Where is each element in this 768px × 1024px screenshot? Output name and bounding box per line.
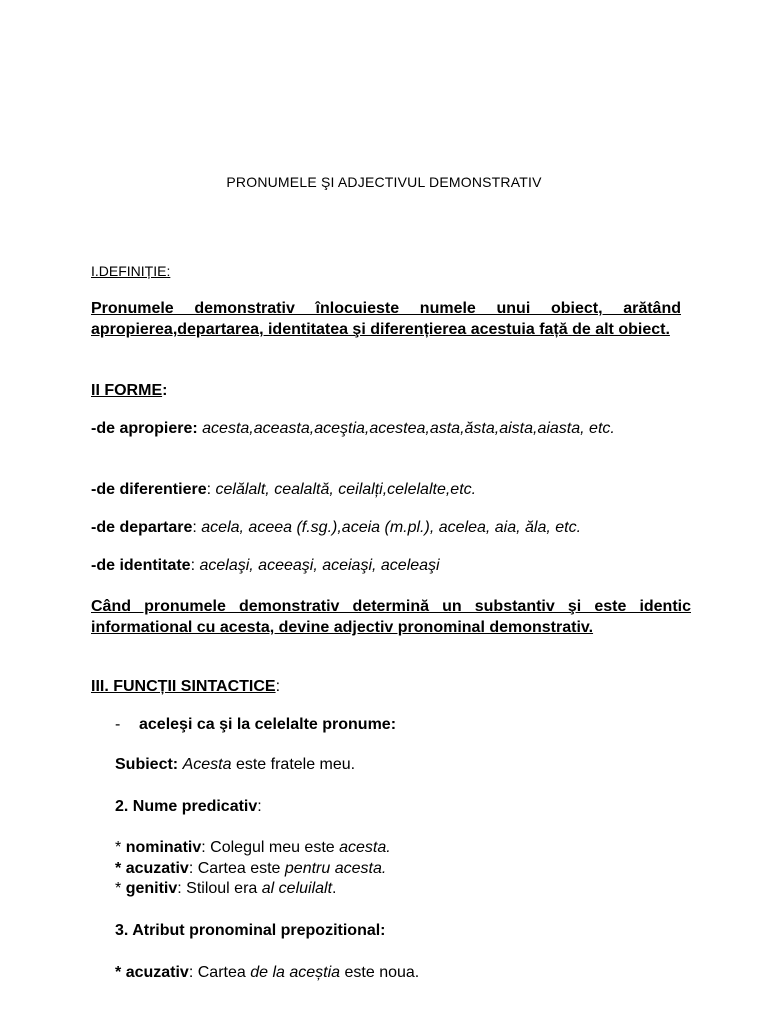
np-acuzativ-em: pentru acesta. bbox=[284, 860, 387, 877]
np-acuzativ-text: Cartea este bbox=[197, 860, 281, 877]
atribut-end: este noua. bbox=[344, 964, 420, 981]
bullet-dash: - bbox=[115, 716, 121, 733]
section-definition-label: I.DEFINIȚIE bbox=[91, 263, 167, 279]
np-genitiv-em: al celuilalt bbox=[261, 880, 333, 897]
form-identitate-label: -de identitate bbox=[91, 557, 191, 574]
form-identitate bbox=[91, 555, 691, 576]
np-genitiv-case: genitiv bbox=[125, 880, 178, 897]
functions-bullet-text: aceleşi ca şi la celelalte pronume: bbox=[139, 716, 397, 733]
form-departare bbox=[91, 517, 691, 538]
subject-label: Subiect: bbox=[115, 756, 179, 773]
subject-rest: este fratele meu. bbox=[235, 756, 356, 773]
section-functions-heading bbox=[91, 676, 691, 697]
np-acuzativ bbox=[115, 858, 715, 879]
np-genitiv-end: . bbox=[332, 880, 337, 897]
form-apropiere-examples: acesta,aceasta,aceştia,acestea,asta,ăsta,aista,aiasta, etc. bbox=[202, 420, 615, 437]
nume-predicativ-colon: : bbox=[257, 798, 262, 815]
section-functions-label: III. FUNCȚII SINTACTICE bbox=[91, 678, 276, 695]
np-genitiv bbox=[115, 878, 715, 899]
np-nominativ-case: nominativ bbox=[125, 839, 202, 856]
document-title: PRONUMELE ŞI ADJECTIVUL DEMONSTRATIV bbox=[226, 174, 542, 190]
section-forms-label: II FORME bbox=[91, 382, 163, 399]
atribut-text: Cartea bbox=[197, 964, 246, 981]
np-nominativ-text: Colegul meu este bbox=[210, 839, 335, 856]
form-departare-label: -de departare bbox=[91, 519, 193, 536]
atribut-acuzativ bbox=[115, 962, 715, 983]
np-genitiv-star: * bbox=[115, 880, 122, 897]
form-departare-sep: : bbox=[192, 519, 197, 536]
form-apropiere-label: -de apropiere: bbox=[91, 420, 198, 437]
form-diferentiere-examples: celălalt, cealaltă, ceilalți,celelalte,etc. bbox=[215, 481, 477, 498]
np-nominativ-sep: : bbox=[201, 839, 206, 856]
section-definition-colon: : bbox=[166, 263, 171, 279]
form-identitate-sep: : bbox=[190, 557, 196, 574]
subject-example bbox=[115, 754, 715, 775]
np-nominativ-em: acesta. bbox=[339, 839, 391, 856]
nume-predicativ-label: 2. Nume predicativ bbox=[115, 798, 258, 815]
adjective-note-paragraph: Când pronumele demonstrativ determină un substantiv şi este identic informational cu acesta, devine adjectiv pronominal demonstrativ. bbox=[91, 598, 691, 636]
np-acuzativ-case: acuzativ bbox=[125, 860, 189, 877]
section-forms-heading bbox=[91, 380, 691, 401]
form-departare-examples: acela, aceea (f.sg.),aceia (m.pl.), acelea, aia, ăla, etc. bbox=[201, 519, 582, 536]
form-identitate-examples: acelaşi, aceeaşi, aceiaşi, aceleaşi bbox=[199, 557, 440, 574]
atribut-heading: 3. Atribut pronominal prepozitional: bbox=[115, 922, 386, 939]
functions-bullet bbox=[115, 714, 396, 735]
atribut-case: acuzativ bbox=[125, 964, 189, 981]
atribut-star: * bbox=[115, 964, 122, 981]
nume-predicativ-heading bbox=[115, 796, 715, 817]
np-nominativ bbox=[115, 837, 715, 858]
atribut-em: de la aceștia bbox=[250, 964, 341, 981]
form-diferentiere-label: -de diferentiere bbox=[91, 481, 207, 498]
definition-paragraph: Pronumele demonstrativ înlocuieste numele unui obiect, arătând apropierea,departarea, identitatea şi diferențierea acestuia față de alt obiect. bbox=[91, 300, 681, 338]
np-acuzativ-star: * bbox=[115, 860, 122, 877]
section-definition-heading bbox=[91, 263, 170, 279]
np-nominativ-star: * bbox=[115, 839, 122, 856]
subject-word: Acesta bbox=[182, 756, 232, 773]
section-functions-colon: : bbox=[275, 678, 281, 695]
atribut-sep: : bbox=[188, 964, 194, 981]
np-genitiv-sep: : bbox=[177, 880, 182, 897]
form-diferentiere-sep: : bbox=[206, 481, 212, 498]
form-diferentiere bbox=[91, 479, 691, 500]
np-acuzativ-sep: : bbox=[188, 860, 194, 877]
form-apropiere bbox=[91, 418, 661, 439]
np-genitiv-text: Stiloul era bbox=[186, 880, 258, 897]
section-forms-colon: : bbox=[162, 382, 168, 399]
